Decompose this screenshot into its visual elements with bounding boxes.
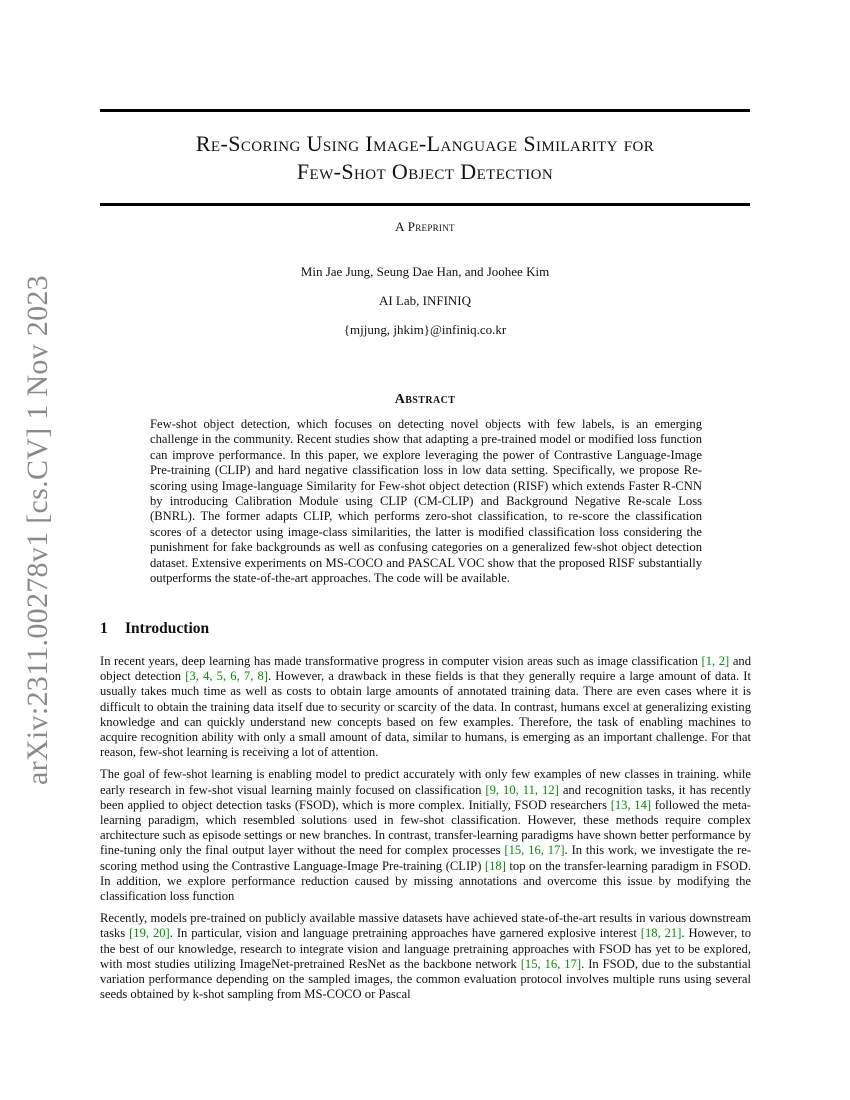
section-heading-introduction (100, 620, 209, 638)
citation-link[interactable]: [15, 16, 17] (520, 956, 582, 971)
citation-link[interactable]: [18, 21] (640, 926, 682, 941)
title-top-rule (100, 109, 750, 112)
text-span: Recently, models pre-trained on publicly available massive datasets have achieved state-of-the-art results in various downstream tasks (100, 911, 751, 941)
citation-link[interactable]: [1, 2] (701, 654, 730, 668)
arxiv-identifier-stamp: arXiv:2311.00278v1 [cs.CV] 1 Nov 2023 (21, 275, 54, 785)
intro-paragraph-3 (100, 911, 751, 1002)
text-span: . In FSOD, due to the substantial variation performance depending on the sampled images, the common evaluation protocol involves multiple runs using several seeds obtained by k-shot sampling from MS-COCO or Pascal (100, 956, 752, 1002)
citation-link[interactable]: [18] (484, 858, 506, 873)
intro-paragraph-2 (100, 767, 751, 904)
text-span: . In this work, we investigate the re-scoring method using the Contrastive Language-Image Pre-training (CLIP) (100, 843, 752, 873)
section-number: 1 (100, 620, 108, 637)
citation-link[interactable]: [19, 20] (129, 926, 170, 941)
paper-title-line-1: Re-Scoring Using Image-Language Similarity for (195, 131, 655, 156)
author-list: Min Jae Jung, Seung Dae Han, and Joohee Kim (300, 264, 550, 279)
introduction-body (100, 654, 751, 1009)
abstract-text: Few-shot object detection, which focuses on detecting novel objects with few labels, is an emerging challenge in the community. Recent studies show that adapting a pre-trained model or modified loss function can improve performance. In this paper, we explore leveraging the power of Contrastive Language-Image Pre-training (CLIP) and hard negative classification loss in low data setting. Specifically, we propose Re-scoring using Image-language Similarity for Few-shot object detection (RISF) which extends Faster R-CNN by introducing Calibration Module using CLIP (CM-CLIP) and Background Negative Re-scale Loss (BNRL). The former adapts CLIP, which performs zero-shot classification, to re-score the classification scores of a detector using image-class similarities, the latter is modified classification loss considering the punishment for fake backgrounds as well as confusing categories on a generalized few-shot object detection dataset. Extensive experiments on MS-COCO and PASCAL VOC show that the proposed RISF substantially outperforms the state-of-the-art approaches. The code will be available. (150, 417, 702, 586)
affiliation: AI Lab, INFINIQ (378, 293, 472, 308)
text-span: followed the meta-learning paradigm, which resembled solutions used in few-shot classification. However, these methods require complex architecture such as episode settings or new branches. In contrast, transfer-learning paradigms have shown better performance by fine-tuning only the final output layer without the need for complex processes (100, 797, 751, 858)
intro-paragraph-1 (100, 654, 751, 760)
title-bottom-rule (100, 203, 750, 206)
citation-link[interactable]: [13, 14] (610, 797, 652, 812)
author-email: {mjjung, jhkim}@infiniq.co.kr (343, 322, 507, 337)
preprint-label: A Preprint (395, 219, 455, 234)
text-span: . In particular, vision and language pretraining approaches have garnered explosive interest (169, 926, 641, 941)
paper-title (100, 130, 750, 186)
text-span: and object detection (100, 654, 751, 684)
text-span: In recent years, deep learning has made transformative progress in computer vision areas such as image classification (100, 654, 702, 668)
abstract-heading: Abstract (394, 392, 456, 407)
text-span: and recognition tasks, it has recently been applied to object detection tasks (FSOD), which is more complex. Initially, FSOD researchers (100, 782, 752, 812)
citation-link[interactable]: [3, 4, 5, 6, 7, 8] (185, 669, 268, 684)
text-span: top on the transfer-learning paradigm in FSOD. In addition, we explore performance reduction caused by missing annotations and overcome this issue by modifying the classification loss function (100, 858, 751, 904)
section-title: Introduction (125, 620, 210, 637)
text-span: . However, a drawback in these fields is that they generally require a large amount of data. It usually takes much time as well as costs to obtain large amounts of annotated training data. There are even cases where it is difficult to obtain the training data itself due to security or scarcity of the data. In contrast, humans excel at generalizing existing knowledge and can quickly understand new concepts based on few examples. Therefore, the task of enabling machines to acquire recognition ability with only a small amount of data, similar to humans, is emerging as an important challenge. For that reason, few-shot learning is receiving a lot of attention. (100, 669, 751, 760)
citation-link[interactable]: [9, 10, 11, 12] (485, 782, 559, 797)
citation-link[interactable]: [15, 16, 17] (504, 843, 565, 858)
text-span: The goal of few-shot learning is enabling model to predict accurately with only few examples of new classes in training. while early research in few-shot visual learning mainly focused on classification (100, 767, 751, 797)
text-span: . However, to the best of our knowledge, research to integrate vision and language pretraining approaches with FSOD has yet to be explored, with most studies utilizing ImageNet-pretrained ResNet as the backbone network (100, 926, 751, 971)
paper-title-line-2: Few-Shot Object Detection (296, 159, 554, 184)
